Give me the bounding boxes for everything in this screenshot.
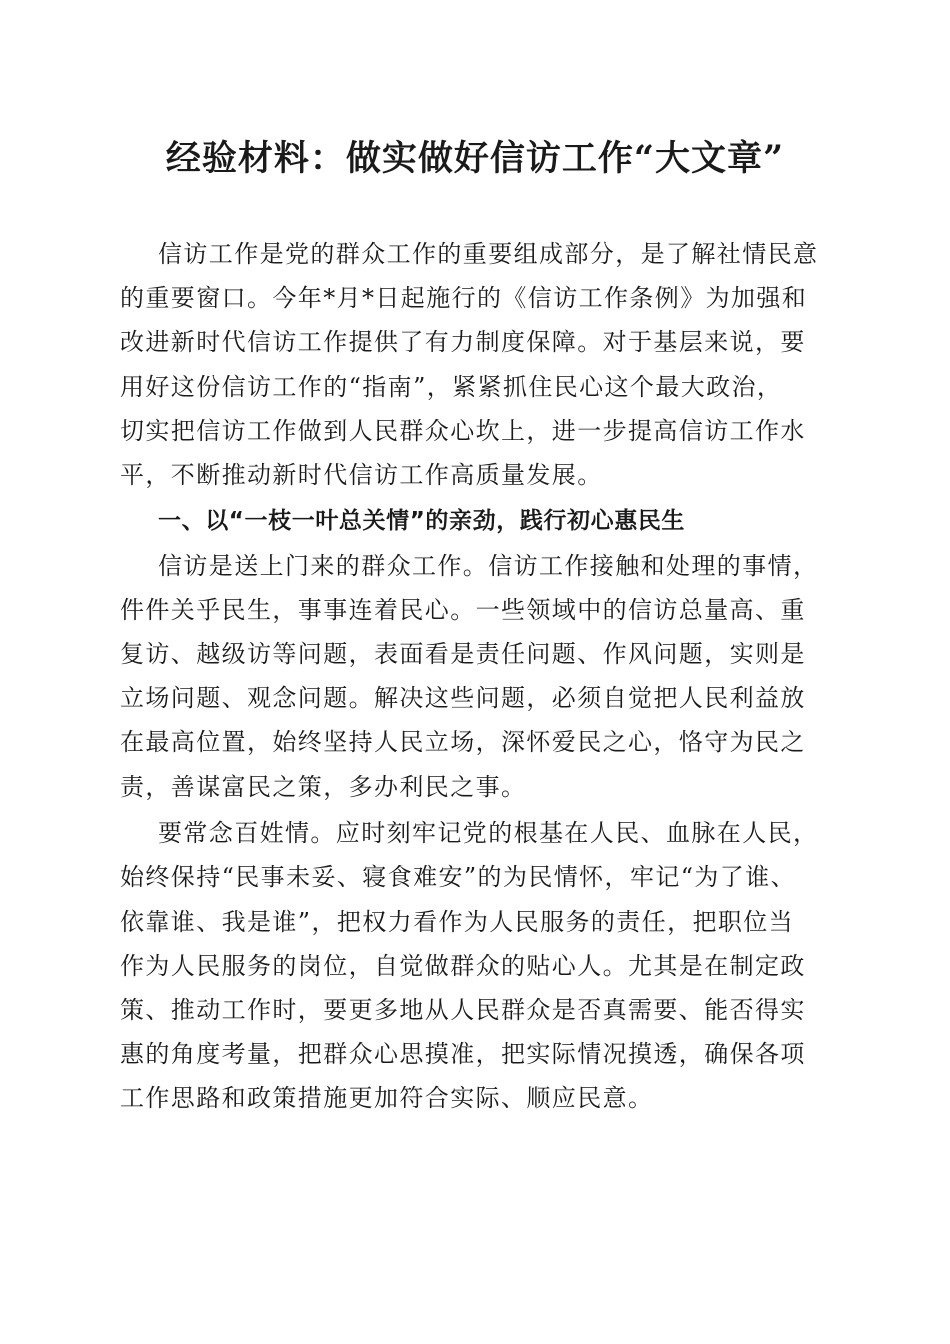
paragraph-line: 策、推动工作时，要更多地从人民群众是否真需要、能否得实 [120,996,806,1024]
paragraph-line: 作为人民服务的岗位，自觉做群众的贴心人。尤其是在制定政 [120,952,806,980]
paragraph-line: 惠的角度考量，把群众心思摸准，把实际情况摸透，确保各项 [120,1040,806,1068]
paragraph-line: 的重要窗口。今年*月*日起施行的《信访工作条例》为加强和 [120,284,808,312]
paragraph-line: 件件关乎民生，事事连着民心。一些领域中的信访总量高、重 [120,596,806,624]
paragraph-line: 信访工作是党的群众工作的重要组成部分，是了解社情民意 [158,240,819,268]
paragraph-line: 立场问题、观念问题。解决这些问题，必须自觉把人民利益放 [120,684,806,712]
document-title: 经验材料：做实做好信访工作“大文章” [165,138,785,179]
paragraph-line: 改进新时代信访工作提供了有力制度保障。对于基层来说，要 [120,328,806,356]
section-heading: 一、以“一枝一叶总关情”的亲劲，践行初心惠民生 [158,508,686,534]
paragraph-line: 复访、越级访等问题，表面看是责任问题、作风问题，实则是 [120,640,806,668]
paragraph-line: 责，善谋富民之策，多办利民之事。 [120,773,527,801]
paragraph-line: 平，不断推动新时代信访工作高质量发展。 [120,461,603,489]
paragraph-line: 切实把信访工作做到人民群众心坎上，进一步提高信访工作水 [120,417,806,445]
paragraph-line: 始终保持“民事未妥、寝食难安”的为民情怀，牢记“为了谁、 [120,863,797,891]
paragraph-line: 依靠谁、我是谁”，把权力看作为人民服务的责任，把职位当 [120,908,795,936]
paragraph-line: 信访是送上门来的群众工作。信访工作接触和处理的事情， [158,552,819,580]
paragraph-line: 在最高位置，始终坚持人民立场，深怀爱民之心，恪守为民之 [120,728,806,756]
paragraph-line: 工作思路和政策措施更加符合实际、顺应民意。 [120,1084,654,1112]
paragraph-line: 要常念百姓情。应时刻牢记党的根基在人民、血脉在人民， [158,819,819,847]
paragraph-line: 用好这份信访工作的“指南”，紧紧抓住民心这个最大政治， [120,373,783,401]
